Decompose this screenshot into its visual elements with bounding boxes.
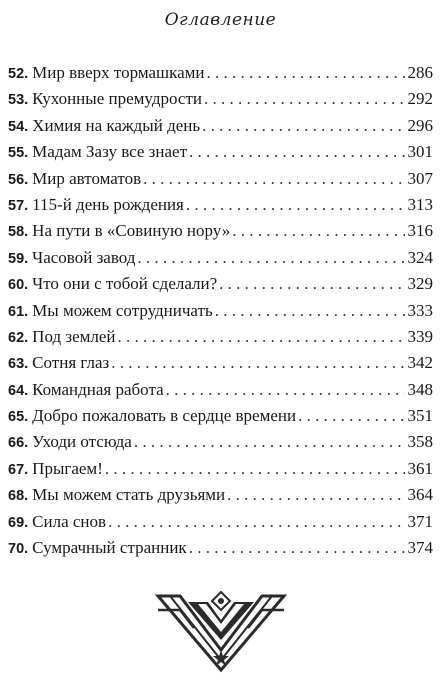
chapter-title: Сумрачный странник (32, 538, 187, 558)
page-number: 286 (407, 63, 433, 82)
dot-leader (202, 113, 405, 139)
toc-entry[interactable] (8, 350, 433, 376)
dot-leader (105, 456, 405, 482)
chapter-number: 70. (8, 541, 29, 558)
page-number: 292 (407, 89, 433, 109)
chapter-number: 67. (8, 461, 29, 478)
toc-entry[interactable] (8, 139, 433, 165)
chapter-number: 62. (8, 329, 29, 346)
chapter-number: 56. (8, 171, 29, 188)
page-number: 301 (407, 142, 433, 162)
toc-entry[interactable] (8, 535, 433, 561)
chapter-title: Химия на каждый день (32, 115, 201, 135)
dot-leader (189, 535, 405, 561)
chapter-title: Кухонные премудрости (32, 89, 202, 109)
chapter-title: Под землей (32, 326, 116, 346)
dot-leader (298, 403, 405, 429)
dot-leader (118, 324, 405, 350)
chapter-number: 61. (8, 303, 29, 320)
toc-entry[interactable] (8, 429, 433, 455)
toc-entry[interactable] (8, 60, 433, 86)
toc-entry[interactable] (8, 166, 433, 192)
dot-leader (227, 482, 405, 508)
chapter-title: 115-й день рождения (32, 194, 184, 214)
decorative-owl-ornament-icon (154, 590, 288, 676)
page-number: 307 (407, 168, 433, 188)
chapter-number: 53. (8, 92, 29, 109)
chapter-title: Прыгаем! (32, 458, 103, 478)
toc-entry[interactable] (8, 271, 433, 297)
toc-entry[interactable] (8, 218, 433, 244)
page-title: Оглавление (164, 10, 277, 30)
chapter-number: 66. (8, 435, 29, 452)
dot-leader (166, 377, 405, 403)
dot-leader (215, 298, 405, 324)
toc-entry[interactable] (8, 377, 433, 403)
chapter-number: 59. (8, 250, 29, 267)
toc-entry[interactable] (8, 509, 433, 535)
page-number: 374 (407, 538, 433, 558)
chapter-title: Сотня глаз (32, 353, 110, 373)
chapter-number: 58. (8, 224, 29, 241)
page-number: 339 (407, 326, 433, 346)
page-number: 364 (407, 485, 433, 505)
chapter-title: Командная работа (32, 379, 164, 399)
dot-leader (143, 166, 405, 192)
chapter-number: 68. (8, 488, 29, 505)
chapter-number: 64. (8, 382, 29, 399)
chapter-number: 69. (8, 514, 29, 531)
dot-leader (219, 271, 405, 297)
chapter-title: На пути в «Совиную нору» (32, 221, 231, 241)
toc-entry[interactable] (8, 113, 433, 139)
toc-entry[interactable] (8, 298, 433, 324)
chapter-title: Мы можем стать друзьями (32, 485, 226, 505)
toc-entry[interactable] (8, 192, 433, 218)
page-number: 371 (407, 511, 433, 531)
chapter-title: Мадам Зазу все знает (32, 142, 188, 162)
toc-entry[interactable] (8, 456, 433, 482)
chapter-number: 54. (8, 118, 29, 135)
chapter-number: 60. (8, 277, 29, 294)
page-number: 348 (407, 379, 433, 399)
dot-leader (189, 139, 405, 165)
chapter-title: Часовой завод (32, 247, 136, 267)
page-number: 358 (407, 432, 433, 452)
page-number: 313 (407, 194, 433, 214)
chapter-number: 57. (8, 197, 29, 214)
chapter-title: Мир автоматов (32, 168, 142, 188)
dot-leader (204, 86, 405, 112)
toc-entry[interactable] (8, 482, 433, 508)
chapter-title: Уходи отсюда (32, 432, 132, 452)
chapter-title: Добро пожаловать в сердце времени (32, 406, 297, 426)
dot-leader (186, 192, 405, 218)
page-number: 296 (407, 115, 433, 135)
toc-entry[interactable] (8, 403, 433, 429)
page-number: 316 (407, 221, 433, 241)
dot-leader (134, 429, 405, 455)
page-number: 361 (407, 458, 433, 478)
dot-leader (207, 60, 405, 86)
table-of-contents (8, 60, 433, 561)
chapter-title: Мы можем сотрудничать (32, 300, 213, 320)
toc-entry[interactable] (8, 86, 433, 112)
chapter-number: 65. (8, 409, 29, 426)
dot-leader (111, 350, 405, 376)
dot-leader (232, 218, 405, 244)
page-number: 351 (407, 406, 433, 426)
chapter-number: 52. (8, 66, 29, 82)
chapter-title: Что они с тобой сделали? (32, 274, 218, 294)
toc-entry[interactable] (8, 324, 433, 350)
page-number: 324 (407, 247, 433, 267)
chapter-title: Сила снов (32, 511, 107, 531)
dot-leader (137, 245, 405, 271)
toc-entry[interactable] (8, 245, 433, 271)
chapter-title: Мир вверх тормашками (32, 63, 205, 82)
page-number: 329 (407, 274, 433, 294)
chapter-number: 63. (8, 356, 29, 373)
dot-leader (108, 509, 405, 535)
chapter-number: 55. (8, 145, 29, 162)
page-number: 342 (407, 353, 433, 373)
page-number: 333 (407, 300, 433, 320)
